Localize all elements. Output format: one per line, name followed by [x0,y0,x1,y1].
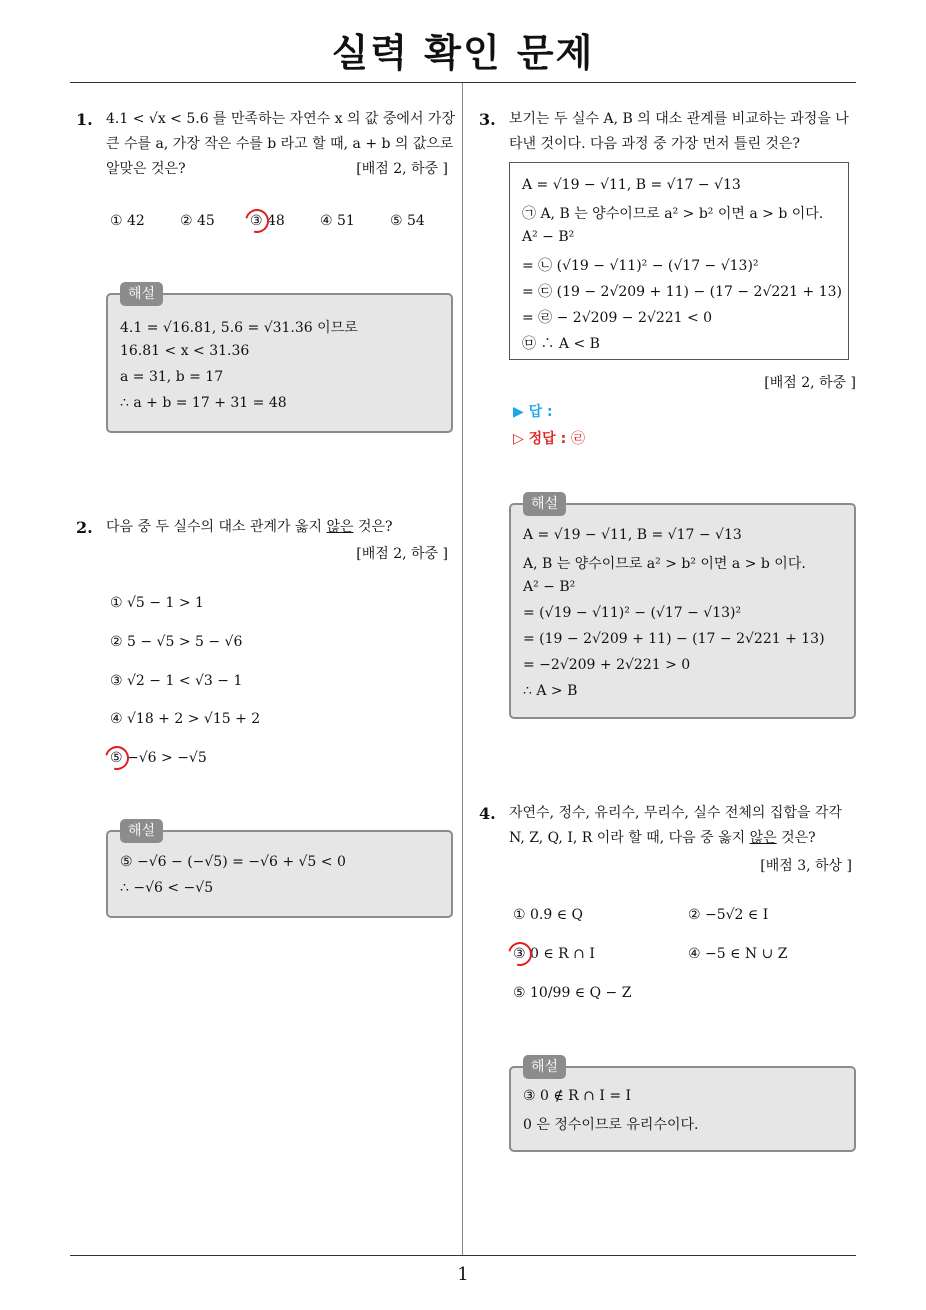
question-2-solution-box [106,830,453,918]
question-1-choice-2[interactable]: ② 45 [180,213,215,229]
solution-tag: 해설 [523,492,566,516]
question-2-choice-2[interactable]: ② 5 − √5 > 5 − √6 [110,634,243,650]
solution-line: A = √19 − √11, B = √17 − √13 [523,527,742,543]
question-2-text: 다음 중 두 실수의 대소 관계가 옳지 않은 것은? [106,519,393,535]
solution-line: = (√19 − √11)² − (√17 − √13)² [523,605,742,621]
question-2-choice-1[interactable]: ① √5 − 1 > 1 [110,595,204,611]
question-4-choice-4[interactable]: ④ −5 ∈ N ∪ Z [688,946,788,962]
question-1-choice-3[interactable]: ③ 48 [250,213,285,229]
question-4-text: 자연수, 정수, 유리수, 무리수, 실수 전체의 집합을 각각 N, Z, Q, I, R 이라 할 때, 다음 중 옳지 않은 것은? [509,805,842,846]
solution-tag: 해설 [120,819,163,843]
solution-line: 16.81 < x < 31.36 [120,343,250,359]
solution-tag: 해설 [523,1055,566,1079]
question-1-choice-4[interactable]: ④ 51 [320,213,355,229]
question-4-points: [배점 3, 하상 ] [760,858,852,874]
header-divider [70,82,856,83]
solution-line: 0 은 정수이므로 유리수이다. [523,1117,699,1133]
question-1-solution-box [106,293,453,433]
question-3-points: [배점 2, 하중 ] [764,375,856,391]
question-3-text: 보기는 두 실수 A, B 의 대소 관계를 비교하는 과정을 나타낸 것이다. 다음 과정 중 가장 먼저 틀린 것은? [509,111,849,152]
solution-line: ⑤ −√6 − (−√5) = −√6 + √5 < 0 [120,854,346,870]
question-2-number: 2. [76,518,93,537]
solution-line: ③ 0 ∉ R ∩ I = I [523,1088,632,1104]
solution-line: A, B 는 양수이므로 a² > b² 이면 a > b 이다. [523,556,806,572]
box-line: A = √19 − √11, B = √17 − √13 [522,177,741,193]
box-line: ㉠ A, B 는 양수이므로 a² > b² 이면 a > b 이다. [522,206,824,222]
question-1-number: 1. [76,110,93,129]
question-2-points: [배점 2, 하중 ] [356,546,448,562]
question-3-reference-box [509,162,849,360]
box-line: = ㉡ (√19 − √11)² − (√17 − √13)² [522,258,759,274]
solution-line: ∴ −√6 < −√5 [120,880,214,896]
column-divider [462,83,463,1256]
question-1-points: [배점 2, 하중 ] [356,161,448,177]
box-line: = ㉢ (19 − 2√209 + 11) − (17 − 2√221 + 13) [522,284,842,300]
solution-line: = −2√209 + 2√221 > 0 [523,657,691,673]
solution-line: ∴ A > B [523,683,578,699]
box-line: ㉤ ∴ A < B [522,336,600,352]
question-4-number: 4. [479,804,496,823]
page-title: 실력 확인 문제 [331,31,595,75]
footer-divider [70,1255,856,1256]
question-4-choice-3[interactable]: ③ 0 ∈ R ∩ I [513,946,595,962]
question-3-solution-box [509,503,856,719]
question-4-choice-5[interactable]: ⑤ 10/99 ∈ Q − Z [513,985,632,1001]
solution-line: a = 31, b = 17 [120,369,224,385]
solution-line: A² − B² [523,579,576,595]
question-1-text: 4.1 < √x < 5.6 를 만족하는 자연수 x 의 값 중에서 가장 큰 수를 a, 가장 작은 수를 b 라고 할 때, a + b 의 값으로 알맞은 것은? [106,111,455,177]
question-2-choice-5[interactable]: ⑤ −√6 > −√5 [110,750,207,766]
answer-circle-mark [504,938,537,971]
solution-tag: 해설 [120,282,163,306]
answer-input-label[interactable]: ▶ 답 : [513,404,553,420]
solution-line: 4.1 = √16.81, 5.6 = √31.36 이므로 [120,320,358,336]
box-line: A² − B² [522,229,575,245]
answer-circle-mark [241,205,274,238]
question-2-choice-3[interactable]: ③ √2 − 1 < √3 − 1 [110,673,243,689]
page-number: 1 [457,1264,469,1285]
solution-line: = (19 − 2√209 + 11) − (17 − 2√221 + 13) [523,631,825,647]
question-1-choice-1[interactable]: ① 42 [110,213,145,229]
question-1-choice-5[interactable]: ⑤ 54 [390,213,425,229]
question-2-choice-4[interactable]: ④ √18 + 2 > √15 + 2 [110,711,261,727]
question-3-number: 3. [479,110,496,129]
question-4-choice-1[interactable]: ① 0.9̇ ∈ Q [513,907,584,923]
correct-answer: ▷ 정답 : ㉣ [513,431,586,447]
solution-line: ∴ a + b = 17 + 31 = 48 [120,395,287,411]
question-4-choice-2[interactable]: ② −5√2 ∈ I [688,907,769,923]
answer-circle-mark [101,742,134,775]
box-line: = ㉣ − 2√209 − 2√221 < 0 [522,310,713,326]
